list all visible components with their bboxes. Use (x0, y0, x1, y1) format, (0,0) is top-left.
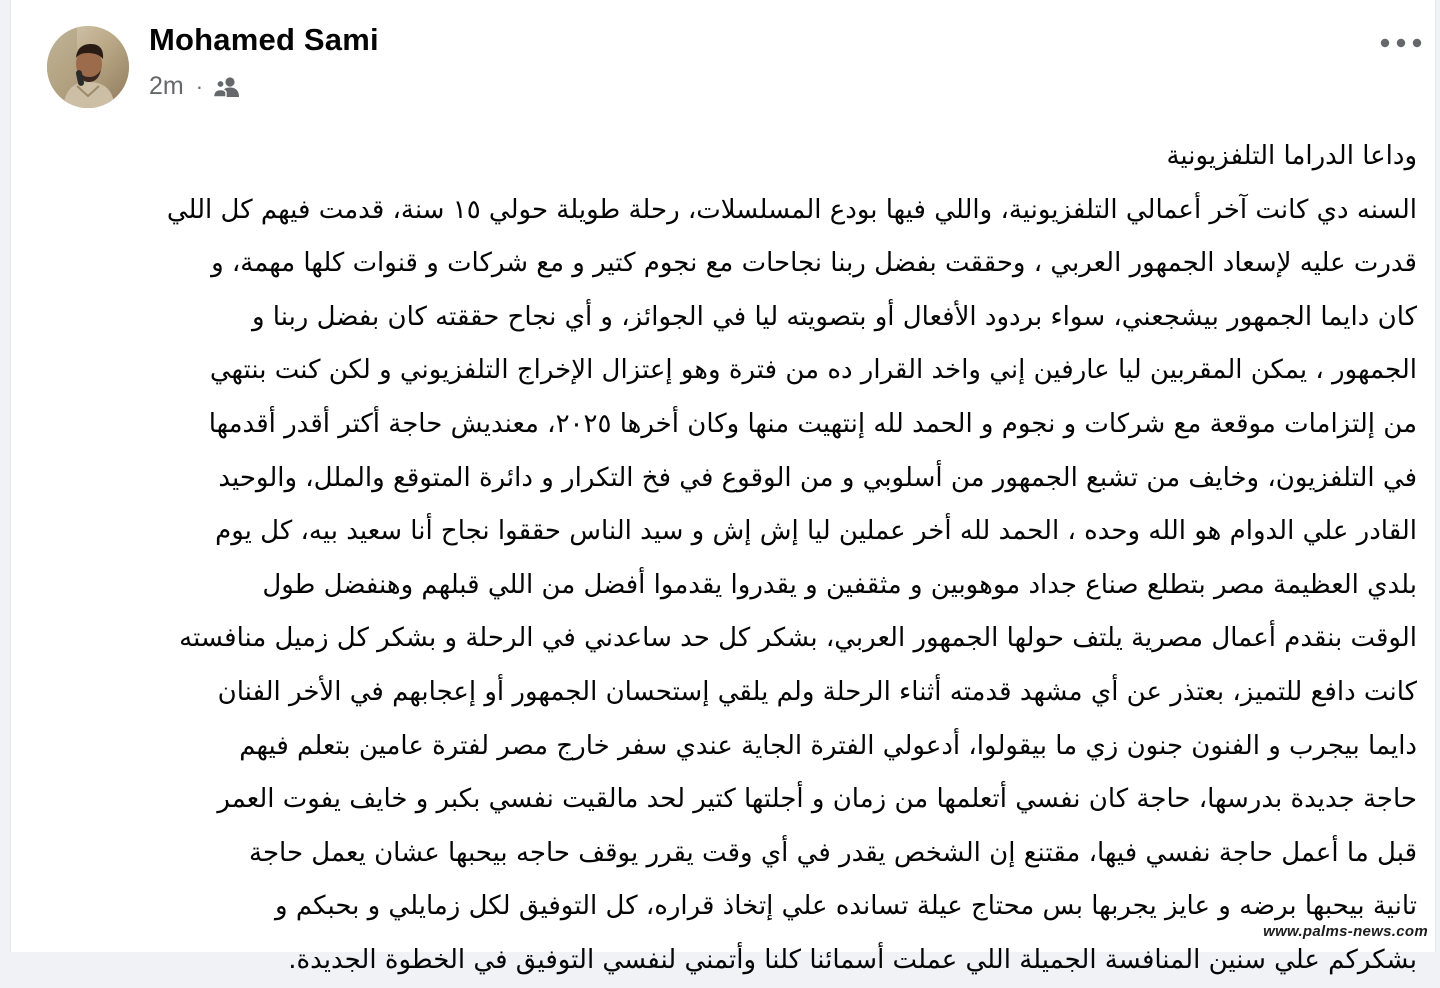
post-line: قبل ما أعمل حاجة نفسي فيها، مقتنع إن الشخص يقدر في أي وقت يقرر يوقف حاجه بيحبها عشان يعمل حاجة (249, 837, 1417, 868)
watermark: www.palms-news.com (1263, 923, 1428, 940)
author-avatar[interactable] (47, 26, 129, 108)
post-line: كان دايما الجمهور بيشجعني، سواء بردود الأفعال أو بتصويته ليا في الجوائز، و أي نجاح حققته كان بفضل ربنا و (251, 301, 1417, 332)
post-line: تانية بيحبها برضه و عايز يجربها بس محتاج عيلة تسانده علي إتخاذ قراره، كل التوفيق لكل زمايلي و بحبكم و (275, 891, 1417, 922)
post-line: في التلفزيون، وخايف من تشبع الجمهور من أسلوبي و من الوقوع في فخ التكرار و دائرة المتوقع والملل، والوحيد (218, 462, 1417, 493)
post-card (10, 0, 1436, 975)
post-line: وداعا الدراما التلفزيونية (1166, 141, 1417, 171)
post-line: كانت دافع للتميز، بعتذر عن أي مشهد قدمته أثناء الرحلة ولم يلقي إستحسان الجمهور أو إعجابهم في الأخر الفنان (217, 676, 1417, 707)
post-line: بشكركم علي سنين المنافسة الجميلة اللي عملت أسمائنا كلنا وأتمني لنفسي التوفيق في الخطوة الجديدة. (288, 944, 1417, 975)
post-line: دايما بيجرب و الفنون جنون زي ما بيقولوا، أدعولي الفترة الجاية عندي سفر خارج مصر لفترة عامين بتعلم فيهم (239, 730, 1417, 761)
post-timestamp[interactable]: 2m (149, 72, 184, 100)
more-options-button[interactable] (1373, 28, 1429, 58)
post-line: بلدي العظيمة مصر بتطلع صناع جداد موهوبين و مثقفين و يقدروا يقدموا أفضل من اللي قبلهم وهنفضل طول (262, 569, 1417, 600)
post-line: قدرت عليه لإسعاد الجمهور العربي ، وحققت بفضل ربنا نجاحات مع نجوم كتير و مع شركات و قنوات كلها مهمة، و (211, 248, 1417, 279)
post-text (41, 130, 1417, 988)
meta-separator: · (195, 73, 204, 99)
avatar-photo (47, 26, 129, 108)
author-name[interactable]: Mohamed Sami (149, 22, 379, 57)
post-meta (149, 72, 241, 101)
post-line: الجمهور ، يمكن المقربين ليا عارفين إني واخد القرار ده من فترة وهو إعتزال الإخراج التلفزيوني و لكن كنت بنتهي (209, 355, 1417, 386)
post-line: الوقت بنقدم أعمال مصرية يلتف حولها الجمهور العربي، بشكر كل حد ساعدني في الرحلة و بشكر كل زميل منافسته (179, 623, 1417, 654)
post-line: القادر علي الدوام هو الله وحده ، الحمد لله أخر عملين ليا إش إش و سيد الناس حققوا نجاح أنا سعيد بيه، كل يوم (215, 516, 1417, 547)
more-icon (1379, 38, 1423, 48)
post-line: حاجة جديدة بدرسها، حاجة كان نفسي أتعلمها من زمان و أجلتها كتير لحد مالقيت نفسي بكبر و خايف يفوت العمر (217, 784, 1417, 815)
post-line: السنه دي كانت آخر أعمالي التلفزيونية، واللي فيها بودع المسلسلات، رحلة طويلة حولي ١٥ سنة، قدمت فيهم كل اللي (166, 194, 1417, 225)
friends-icon[interactable] (213, 76, 241, 98)
post-line: من إلتزامات موقعة مع شركات و نجوم و الحمد لله إنتهيت منها وكان أخرها ٢٠٢٥، معنديش حاجة أكتر أقدر أقدمها (208, 408, 1417, 439)
